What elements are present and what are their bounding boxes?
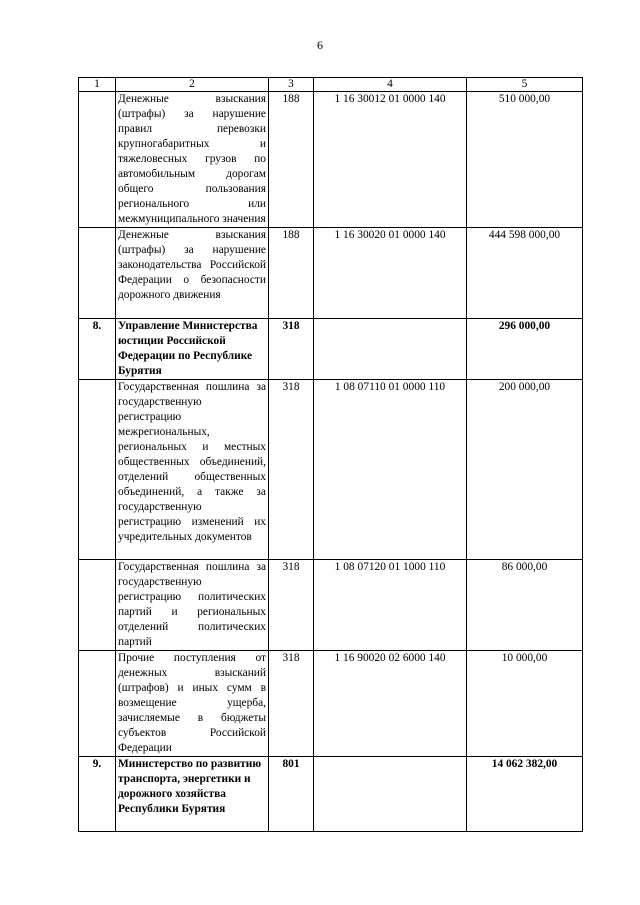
- column-header-5: 5: [467, 78, 583, 92]
- table-row: [79, 319, 583, 380]
- table-row: [79, 380, 583, 560]
- row-admin-code: 188: [269, 92, 314, 228]
- row-kbk-code: 1 08 07110 01 0000 110: [314, 380, 467, 560]
- row-amount: 200 000,00: [467, 380, 583, 560]
- row-description: Государственная пошлина за государственную регистрацию межрегиональных, региональных и местных общественных объединений, отделений общественных объединений, а также за государственную регистрацию изменений их учредительных документов: [116, 380, 269, 560]
- column-header-1: 1: [79, 78, 116, 92]
- column-header-4: 4: [314, 78, 467, 92]
- table-row: [79, 92, 583, 228]
- table-row: [79, 228, 583, 319]
- row-number: [79, 560, 116, 651]
- row-kbk-code: [314, 319, 467, 380]
- row-kbk-code: 1 16 30020 01 0000 140: [314, 228, 467, 319]
- table-row: [79, 651, 583, 757]
- row-amount: 14 062 382,00: [467, 757, 583, 832]
- row-description: Управление Министерства юстиции Российской Федерации по Республике Бурятия: [116, 319, 269, 380]
- column-header-2: 2: [116, 78, 269, 92]
- row-admin-code: 318: [269, 651, 314, 757]
- row-description: Министерство по развитию транспорта, энергетики и дорожного хозяйства Республики Бурятия: [116, 757, 269, 832]
- row-admin-code: 318: [269, 560, 314, 651]
- row-description: Денежные взыскания (штрафы) за нарушение правил перевозки крупногабаритных и тяжеловесных грузов по автомобильным дорогам общего пользования регионального или межмуниципального значения: [116, 92, 269, 228]
- row-admin-code: 801: [269, 757, 314, 832]
- revenue-table: [78, 77, 583, 832]
- row-number: [79, 651, 116, 757]
- row-number: 9.: [79, 757, 116, 832]
- row-number: [79, 92, 116, 228]
- table-row: [79, 757, 583, 832]
- row-admin-code: 318: [269, 319, 314, 380]
- row-admin-code: 318: [269, 380, 314, 560]
- row-kbk-code: 1 08 07120 01 1000 110: [314, 560, 467, 651]
- row-amount: 10 000,00: [467, 651, 583, 757]
- row-number: [79, 380, 116, 560]
- row-amount: 444 598 000,00: [467, 228, 583, 319]
- row-kbk-code: 1 16 30012 01 0000 140: [314, 92, 467, 228]
- row-amount: 510 000,00: [467, 92, 583, 228]
- row-admin-code: 188: [269, 228, 314, 319]
- row-description: Денежные взыскания (штрафы) за нарушение законодательства Российской Федерации о безопасности дорожного движения: [116, 228, 269, 319]
- table-row: [79, 560, 583, 651]
- row-kbk-code: 1 16 90020 02 6000 140: [314, 651, 467, 757]
- page-number: 6: [317, 38, 323, 52]
- row-kbk-code: [314, 757, 467, 832]
- row-description: Государственная пошлина за государственную регистрацию политических партий и региональных отделений политических партий: [116, 560, 269, 651]
- row-description: Прочие поступления от денежных взысканий (штрафов) и иных сумм в возмещение ущерба, зачисляемые в бюджеты субъектов Российской Федерации: [116, 651, 269, 757]
- row-amount: 296 000,00: [467, 319, 583, 380]
- row-number: [79, 228, 116, 319]
- column-header-3: 3: [269, 78, 314, 92]
- row-number: 8.: [79, 319, 116, 380]
- table-header-row: [79, 78, 583, 92]
- row-amount: 86 000,00: [467, 560, 583, 651]
